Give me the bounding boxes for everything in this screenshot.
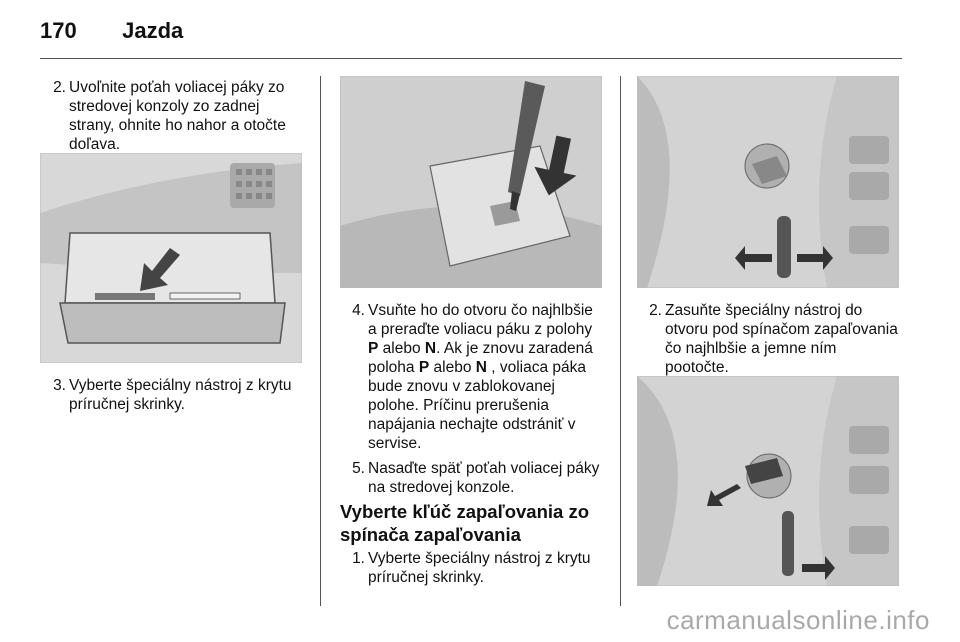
step-item: 2. Uvoľnite poťah voliacej páky zo stredovej konzoly zo zadnej strany, ohnite ho nahor a otočte doľava. <box>53 79 286 153</box>
section-subheading: Vyberte kľúč zapaľovania zo spínača zapaľovania <box>340 501 590 545</box>
gear-p-key: P <box>368 340 379 357</box>
page-header <box>40 18 183 44</box>
col1-steps-bottom <box>44 376 306 420</box>
step-text-a: Vsuňte ho do otvoru čo najhlbšie a preraďte voliacu páku z polohy <box>368 302 593 338</box>
step-text-c: . Ak je znovu zaradená poloha <box>368 340 593 376</box>
watermark: carmanualsonline.info <box>666 605 930 635</box>
step-text-e: , voliaca páka bude znovu v zablokovanej polohe. Príčinu prerušenia napájania nechajte odstrániť v servise. <box>368 359 587 452</box>
step-item: 2. Zasuňte špeciálny nástroj do otvoru pod spínačom zapaľovania čo najhlbšie a jemne ním pootočte. <box>649 302 898 376</box>
step-text-b: alebo <box>378 340 425 357</box>
step-item: 4. Vsuňte ho do otvoru čo najhlbšie a preraďte voliacu páku z polohy P alebo N. Ak je znovu zaradená poloha P alebo N , voliaca páka bude znovu v zablokovanej polohe. Príčinu prerušenia napájania nechajte odstrániť v servise. <box>352 302 593 452</box>
ignition-switch-illustration-top <box>637 76 899 288</box>
page-number: 170 <box>40 18 77 43</box>
step-text: Vyberte špeciálny nástroj z krytu príručnej skrinky. <box>69 377 292 413</box>
page-title: Jazda <box>122 18 184 43</box>
step-item: 3. Vyberte špeciálny nástroj z krytu príručnej skrinky. <box>53 377 292 413</box>
step-text: Zasuňte špeciálny nástroj do otvoru pod spínačom zapaľovania čo najhlbšie a jemne ním pootočte. <box>665 302 898 376</box>
ignition-switch-illustration-bottom <box>637 376 899 586</box>
gear-n-key: N <box>475 359 487 376</box>
col2-steps-bottom <box>343 549 605 593</box>
step-text: Uvoľnite poťah voliacej páky zo stredovej konzoly zo zadnej strany, ohnite ho nahor a otočte doľava. <box>69 79 286 153</box>
step-item: 5. Nasaďte späť poťah voliacej páky na stredovej konzole. <box>352 460 600 496</box>
header-rule <box>40 58 902 59</box>
glovebox-illustration <box>40 153 302 363</box>
step-item: 1. Vyberte špeciálny nástroj z krytu príručnej skrinky. <box>352 550 591 586</box>
column-divider <box>620 76 621 606</box>
gear-p-key: P <box>418 359 430 376</box>
column-divider <box>320 76 321 606</box>
col3-steps <box>640 301 902 383</box>
col2-steps-top <box>343 301 605 503</box>
selector-lever-illustration <box>340 76 602 288</box>
step-text: Vyberte špeciálny nástroj z krytu príručnej skrinky. <box>368 550 591 586</box>
step-text: Nasaďte späť poťah voliacej páky na stredovej konzole. <box>368 460 600 496</box>
step-text-d: alebo <box>429 359 476 376</box>
gear-n-key: N <box>424 340 437 357</box>
col1-steps-top <box>44 78 306 160</box>
